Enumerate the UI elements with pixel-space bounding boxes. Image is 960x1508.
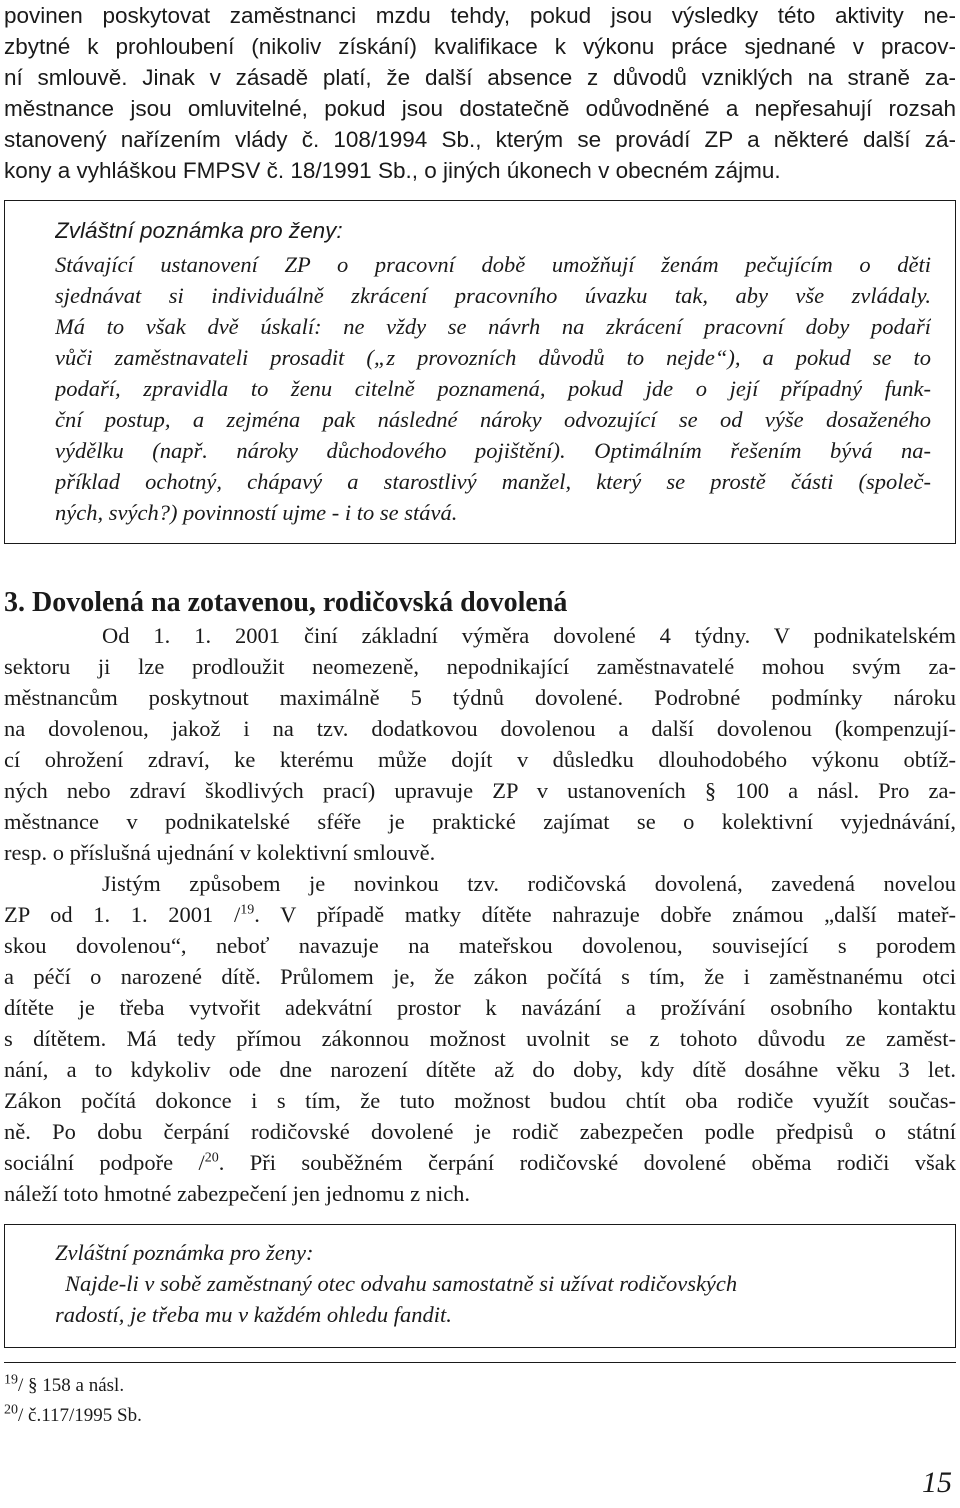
note-line: výdělku (např. nároky důchodového pojištění). Optimálním řešením bývá na- — [55, 438, 931, 463]
text-line: dítěte je třeba vytvořit adekvátní prostor k navázání a prožívání osobního kontaktu — [4, 995, 956, 1020]
text-fragment: . Při souběžném čerpání rodičovské dovolené oběma rodiči však — [218, 1150, 956, 1175]
footnote-text: / č.117/1995 Sb. — [18, 1405, 142, 1426]
note-line: vůči zaměstnavateli prosadit („z provozních důvodů to nejde“), a pokud se to — [55, 345, 931, 370]
text-line: povinen poskytovat zaměstnanci mzdu tehdy, pokud jsou výsledky této aktivity ne- — [4, 3, 956, 28]
note-title: Zvláštní poznámka pro ženy: — [55, 218, 343, 243]
note-title: Zvláštní poznámka pro ženy: — [55, 1240, 314, 1265]
footnote-divider — [4, 1362, 956, 1363]
text-line-with-footnote — [4, 899, 956, 930]
note-line: ných, svých?) povinností ujme - i to se stává. — [55, 500, 458, 525]
text-line: a péčí o narozené dítě. Průlomem je, že zákon počítá s tím, že i zaměstnanému otci — [4, 964, 956, 989]
text-line: náleží toto hmotné zabezpečení jen jednomu z nich. — [4, 1181, 471, 1206]
text-line: ní smlouvě. Jinak v zásadě platí, že další absence z důvodů vzniklých na straně za- — [4, 65, 956, 90]
text-fragment: . V případě matky dítěte nahrazuje dobře známou „další mateř- — [254, 902, 956, 927]
text-line: resp. o příslušná ujednání v kolektivní smlouvě. — [4, 840, 436, 865]
text-line: s dítětem. Má tedy přímou zákonnou možnost uvolnit se z tohoto důvodu ze zaměst- — [4, 1026, 956, 1051]
note-line: ční postup, a zejména pak následné nároky odvozující se od výše dosaženého — [55, 407, 931, 432]
text-line: skou dovolenou“, neboť navazuje na mateřskou dovolenou, související s porodem — [4, 933, 956, 958]
footnote-19 — [4, 1372, 124, 1400]
note-box-women-2 — [4, 1224, 956, 1348]
text-line: ně. Po dobu čerpání rodičovské dovolené je rodič zabezpečen podle předpisů o státní — [4, 1119, 956, 1144]
text-fragment: sociální podpoře / — [4, 1150, 205, 1175]
text-line: Jistým způsobem je novinkou tzv. rodičovská dovolená, zavedená novelou — [102, 871, 956, 896]
text-line: sektoru ji lze prodloužit neomezeně, nepodnikající zaměstnavatelé mohou svým za- — [4, 654, 956, 679]
text-line: Zákon počítá dokonce i s tím, že tuto možnost budou chtít oba rodiče využít součas- — [4, 1088, 956, 1113]
footnote-number: 19 — [4, 1372, 18, 1388]
text-line: stanovený nařízením vlády č. 108/1994 Sb., kterým se provádí ZP a některé další zá- — [4, 127, 956, 152]
footnote-text: / § 158 a násl. — [18, 1375, 125, 1396]
footnote-ref: 20 — [204, 1150, 219, 1166]
note-box-women-1 — [4, 200, 956, 544]
text-line: kony a vyhláškou FMPSV č. 18/1991 Sb., o jiných úkonech v obecném zájmu. — [4, 158, 781, 183]
text-line: městnancům poskytnout maximálně 5 týdnů dovolené. Podrobné podmínky nároku — [4, 685, 956, 710]
text-line: na dovolenou, jakož i na tzv. dodatkovou dovolenou a další dovolenou (kompenzují- — [4, 716, 956, 741]
text-line: městnance jsou omluvitelné, pokud jsou dostatečně odůvodněné a nepřesahují rozsah — [4, 96, 956, 121]
text-line: nání, a to kdykoliv ode dne narození dítěte až do doby, kdy dítě dosáhne věku 3 let. — [4, 1057, 956, 1082]
note-line: radostí, je třeba mu v každém ohledu fandit. — [55, 1302, 452, 1327]
note-line: příklad ochotný, chápavý a starostlivý manžel, který se prostě části (společ- — [55, 469, 931, 494]
footnote-ref: 19 — [240, 902, 255, 918]
footnote-20 — [4, 1402, 142, 1430]
note-line: Má to však dvě úskalí: ne vždy se návrh na zkrácení pracovní doby podaří — [55, 314, 931, 339]
text-line: městnance v podnikatelské sféře je praktické zajímat se o kolektivní vyjednávání, — [4, 809, 956, 834]
text-line: cí ohrožení zdraví, ke kterému může dojít v důsledku dlouhodobého výkonu obtíž- — [4, 747, 956, 772]
text-fragment: ZP od 1. 1. 2001 / — [4, 902, 241, 927]
page-number: 15 — [922, 1466, 952, 1499]
note-line: Najde-li v sobě zaměstnaný otec odvahu samostatně si užívat rodičovských — [65, 1271, 738, 1296]
text-line: ných nebo zdraví škodlivých prací) upravuje ZP v ustanoveních § 100 a násl. Pro za- — [4, 778, 956, 803]
text-line: Od 1. 1. 2001 činí základní výměra dovolené 4 týdny. V podnikatelském — [102, 623, 956, 648]
note-line: sjednávat si individuálně zkrácení pracovního úvazku tak, aby vše zvládaly. — [55, 283, 931, 308]
note-line: Stávající ustanovení ZP o pracovní době umožňují ženám pečujícím o děti — [55, 252, 931, 277]
text-line-with-footnote — [4, 1147, 956, 1178]
section-heading: 3. Dovolená na zotavenou, rodičovská dovolená — [4, 587, 568, 618]
footnote-number: 20 — [4, 1402, 18, 1418]
note-line: podaří, zpravidla to ženu citelně poznamená, pokud jde o její případný funk- — [55, 376, 931, 401]
text-line: zbytné k prohloubení (nikoliv získání) kvalifikace k výkonu práce sjednané v pracov- — [4, 34, 956, 59]
